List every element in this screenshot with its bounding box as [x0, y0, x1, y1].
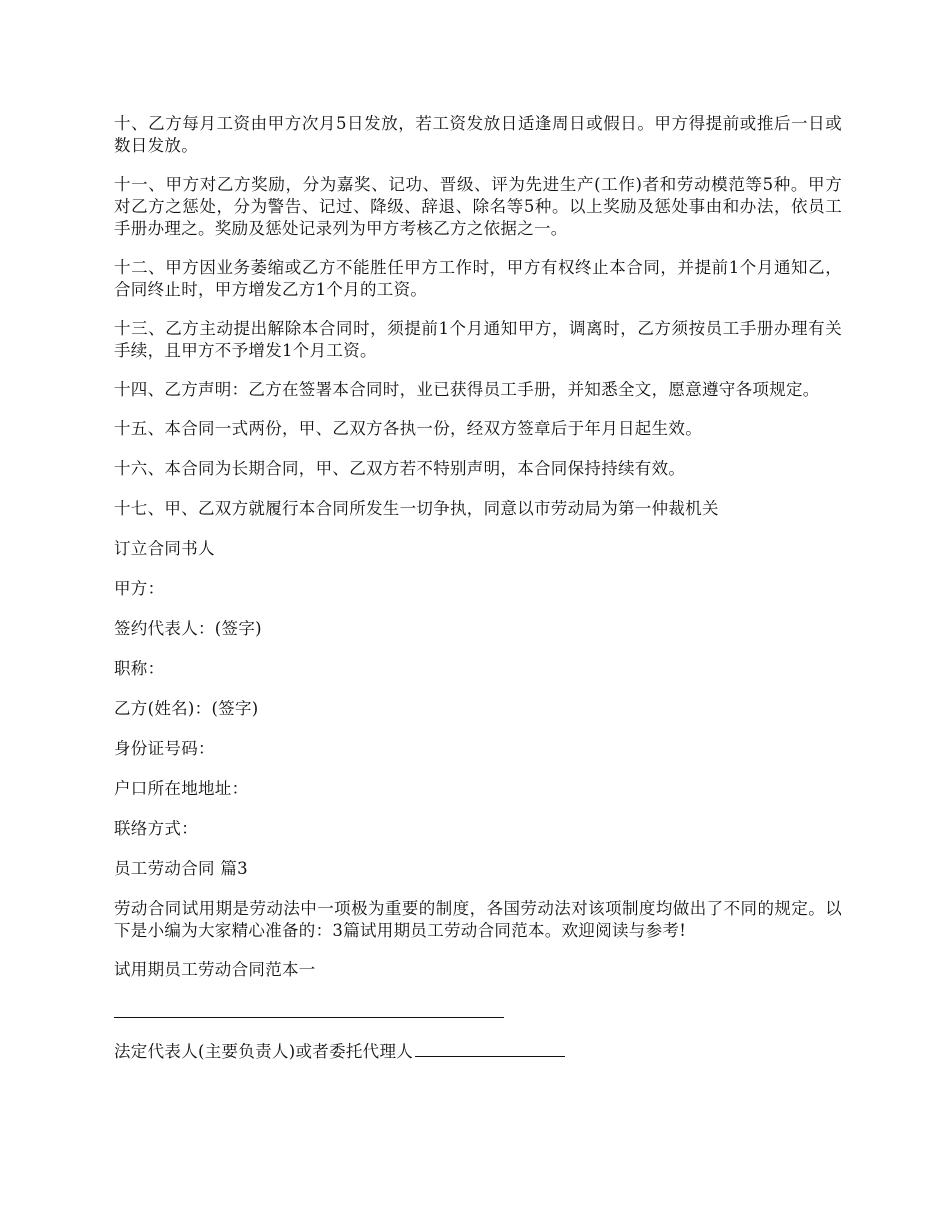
clause-13: 十三、乙方主动提出解除本合同时，须提前1个月通知甲方，调离时，乙方须按员工手册办理有关手续，且甲方不予增发1个月工资。: [114, 319, 842, 360]
household-address-line: 户口所在地地址：: [114, 779, 249, 798]
blank-underline: [114, 999, 504, 1018]
contact-line: 联络方式：: [114, 819, 198, 838]
representative-label: 法定代表人(主要负责人)或者委托代理人: [114, 1042, 414, 1061]
representative-line: [114, 1041, 842, 1063]
clause-15: 十五、本合同一式两份，甲、乙双方各执一份，经双方签章后于年月日起生效。: [114, 419, 702, 438]
document-page: [114, 113, 842, 1081]
section-title: 员工劳动合同 篇3: [114, 859, 248, 878]
clause-12: 十二、甲方因业务萎缩或乙方不能胜任甲方工作时，甲方有权终止本合同，并提前1个月通知乙，合同终止时，甲方增发乙方1个月的工资。: [114, 258, 842, 299]
clause-11: 十一、甲方对乙方奖励，分为嘉奖、记功、晋级、评为先进生产(工作)者和劳动模范等5种。甲方对乙方之惩处，分为警告、记过、降级、辞退、除名等5种。以上奖励及惩处事由和办法，依员工手册办理之。奖励及惩处记录列为甲方考核乙方之依据之一。: [114, 175, 842, 238]
representative-blank: [415, 1042, 565, 1057]
intro-paragraph: 劳动合同试用期是劳动法中一项极为重要的制度，各国劳动法对该项制度均做出了不同的规定。以下是小编为大家精心准备的：3篇试用期员工劳动合同范本。欢迎阅读与参考!: [114, 899, 842, 940]
clause-10: 十、乙方每月工资由甲方次月5日发放，若工资发放日适逢周日或假日。甲方得提前或推后一日或数日发放。: [114, 114, 842, 155]
signing-representative-line: 签约代表人：(签字): [114, 619, 262, 638]
clause-16: 十六、本合同为长期合同，甲、乙双方若不特别声明，本合同保持持续有效。: [114, 459, 686, 478]
sample-title: 试用期员工劳动合同范本一: [114, 960, 316, 979]
clause-14: 十四、乙方声明：乙方在签署本合同时，业已获得员工手册，并知悉全文，愿意遵守各项规定。: [114, 380, 820, 399]
id-number-line: 身份证号码：: [114, 739, 215, 758]
party-a-line: 甲方：: [114, 579, 165, 598]
job-title-line: 职称：: [114, 659, 165, 678]
party-b-line: 乙方(姓名)：(签字): [114, 699, 259, 718]
signatory-heading: 订立合同书人: [114, 539, 215, 558]
clause-17: 十七、甲、乙双方就履行本合同所发生一切争执，同意以市劳动局为第一仲裁机关: [114, 499, 719, 518]
